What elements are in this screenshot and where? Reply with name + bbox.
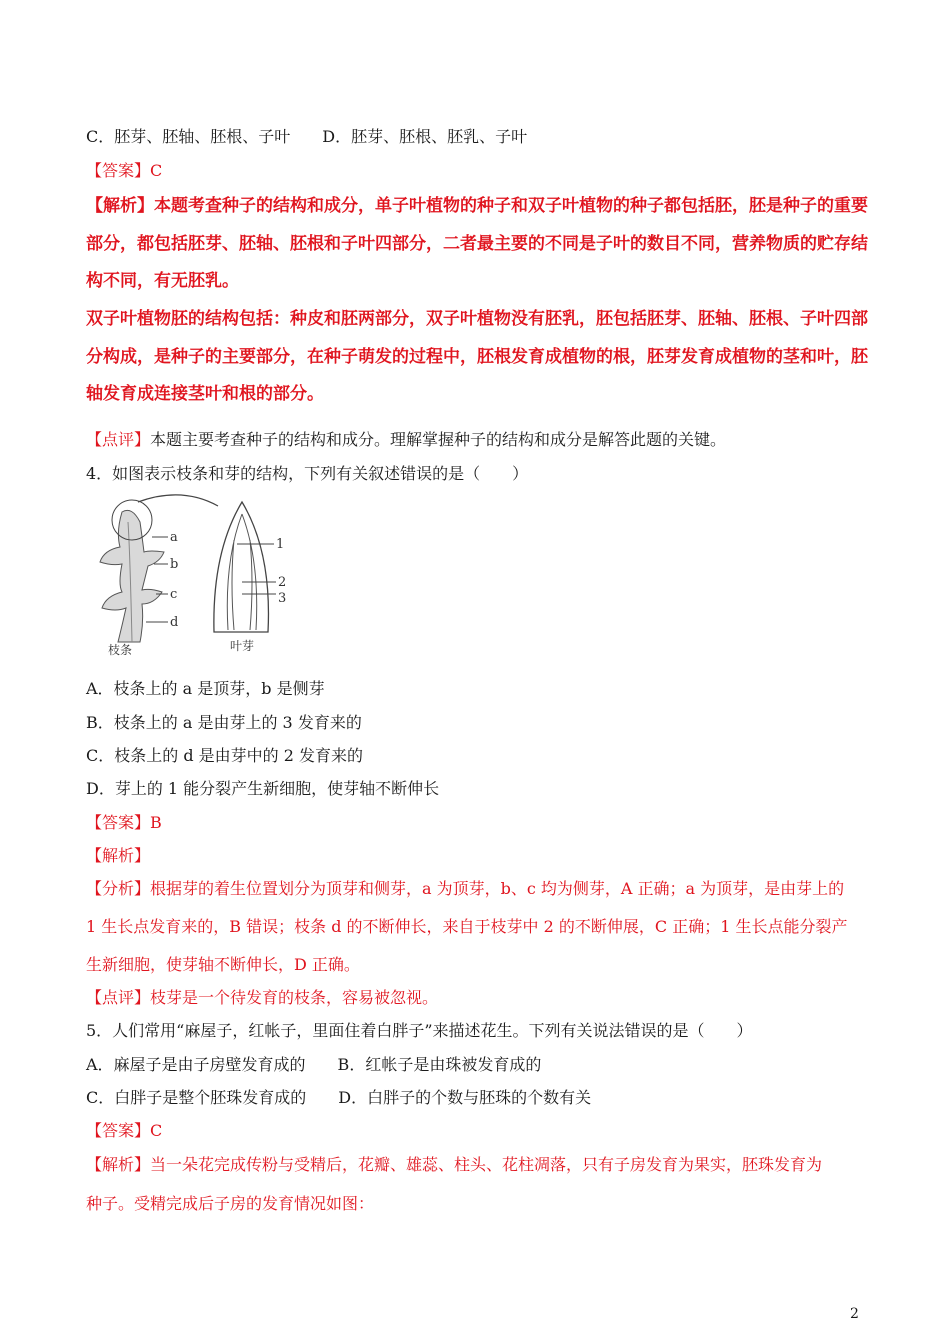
analysis-line: 1 生长点发育来的，B 错误；枝条 d 的不断伸长，来自于枝芽中 2 的不断伸展，C 正确；1 生长点能分裂产 <box>86 917 848 936</box>
comment-text: 枝芽是一个待发育的枝条，容易被忽视。 <box>150 988 439 1007</box>
analysis-line: 【解析】当一朵花完成传粉与受精后，花瓣、雄蕊、柱头、花柱凋落，只有子房发育为果实，胚珠发育为 <box>86 1155 823 1174</box>
answer-value: C <box>150 161 163 180</box>
comment-tag: 【点评】 <box>86 988 151 1007</box>
comment-text: 本题主要考查种子的结构和成分。理解掌握种子的结构和成分是解答此题的关键。 <box>150 430 727 449</box>
page-number: 2 <box>850 1306 859 1322</box>
bud-label-2: 2 <box>278 575 287 590</box>
options-ab: A．麻屋子是由子房壁发育成的 B．红帐子是由珠被发育成的 <box>86 1055 542 1074</box>
comment-line <box>86 988 438 1008</box>
analysis-line: 种子。受精完成后子房的发育情况如图： <box>86 1194 375 1213</box>
analysis-line: 轴发育成连接茎叶和根的部分。 <box>86 384 324 404</box>
caption-branch: 枝条 <box>108 643 133 657</box>
analysis-tag: 【解析】 <box>86 846 151 865</box>
analysis-line: 部分，都包括胚芽、胚轴、胚根和子叶四部分，二者最主要的不同是子叶的数目不同，营养物质的贮存结 <box>86 234 868 254</box>
answer-tag: 【答案】 <box>86 1121 151 1140</box>
question-4: 4．如图表示枝条和芽的结构，下列有关叙述错误的是（ ） <box>86 464 529 483</box>
comment-tag: 【点评】 <box>86 430 151 449</box>
option-line: C．胚芽、胚轴、胚根、子叶 D．胚芽、胚根、胚乳、子叶 <box>86 127 528 146</box>
answer-line <box>86 1121 162 1141</box>
branch-label-a: a <box>170 530 178 545</box>
answer-value: B <box>150 813 162 832</box>
bud-label-3: 3 <box>278 591 287 606</box>
branch-label-b: b <box>170 557 179 572</box>
bud-outline <box>214 502 269 632</box>
analysis-line: 双子叶植物胚的结构包括：种皮和胚两部分，双子叶植物没有胚乳，胚包括胚芽、胚轴、胚根、子叶四部 <box>86 309 868 329</box>
analysis-line: 生新细胞，使芽轴不断伸长，D 正确。 <box>86 955 360 974</box>
answer-tag: 【答案】 <box>86 161 151 180</box>
analysis-line: 【分析】根据芽的着生位置划分为顶芽和侧芽，a 为顶芽，b、c 均为侧芽，A 正确；a 为顶芽，是由芽上的 <box>86 879 845 898</box>
branch-label-c: c <box>170 587 178 602</box>
branch-label-d: d <box>170 615 179 630</box>
answer-line <box>86 813 162 833</box>
analysis-line: 分构成，是种子的主要部分，在种子萌发的过程中，胚根发育成植物的根，胚芽发育成植物的茎和叶，胚 <box>86 347 868 367</box>
option-d: D．芽上的 1 能分裂产生新细胞，使芽轴不断伸长 <box>86 779 440 798</box>
connector-arc <box>138 495 218 506</box>
answer-tag: 【答案】 <box>86 813 151 832</box>
option-c: C．枝条上的 d 是由芽中的 2 发育来的 <box>86 746 364 765</box>
caption-bud: 叶芽 <box>230 639 255 653</box>
options-cd: C．白胖子是整个胚珠发育成的 D．白胖子的个数与胚珠的个数有关 <box>86 1088 592 1107</box>
option-a: A．枝条上的 a 是顶芽，b 是侧芽 <box>86 679 325 698</box>
question-5: 5．人们常用“麻屋子，红帐子，里面住着白胖子”来描述花生。下列有关说法错误的是（ ） <box>86 1021 753 1040</box>
branch-bud-figure <box>92 492 292 660</box>
comment-line <box>86 430 726 450</box>
bud-label-1: 1 <box>276 537 285 552</box>
answer-value: C <box>150 1121 163 1140</box>
option-b: B．枝条上的 a 是由芽上的 3 发育来的 <box>86 713 362 732</box>
answer-line <box>86 161 162 181</box>
analysis-line: 构不同，有无胚乳。 <box>86 271 239 291</box>
analysis-line: 【解析】本题考查种子的结构和成分，单子叶植物的种子和双子叶植物的种子都包括胚，胚是种子的重要 <box>86 196 868 216</box>
